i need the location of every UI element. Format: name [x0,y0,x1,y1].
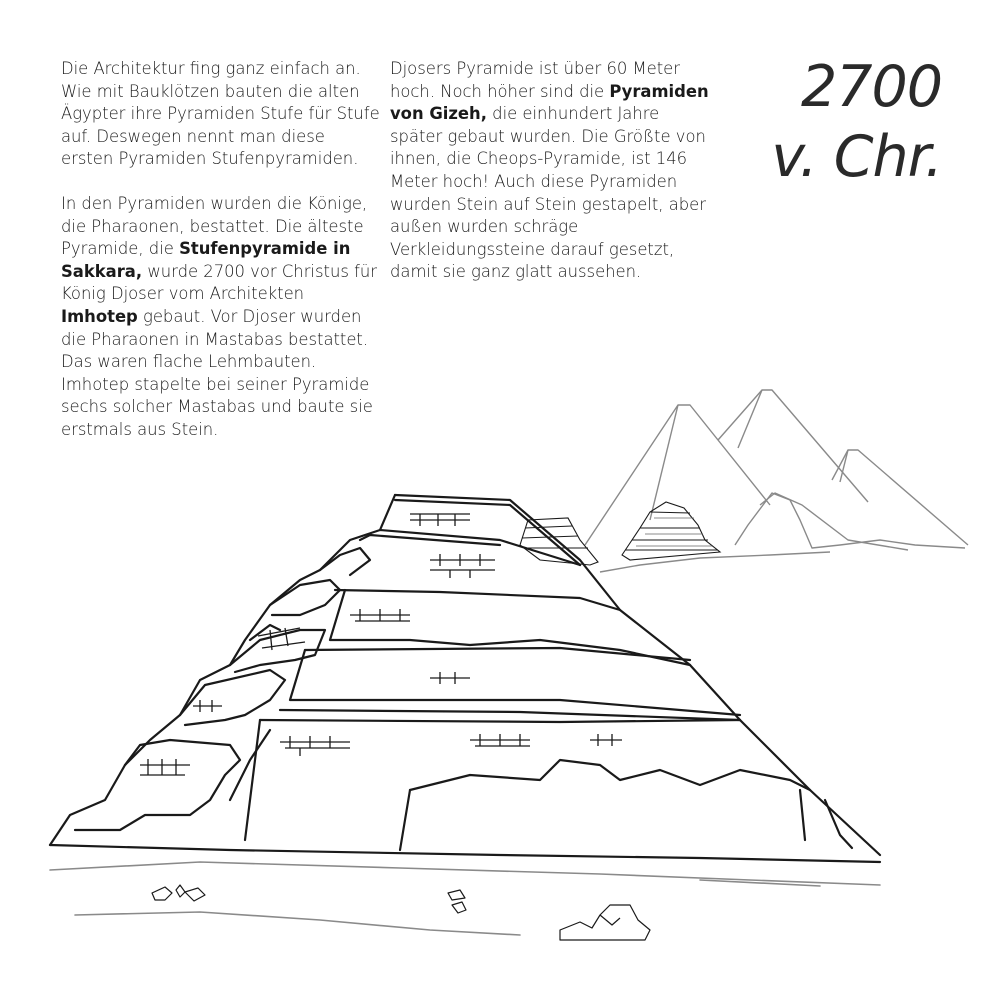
imhotep-bold-term: Imhotep [61,306,138,326]
gizeh-bold-term: Pyramiden von Gizeh, [390,81,709,124]
giza-pyramids-drawing [585,390,968,572]
brick-marks-drawing [140,514,622,775]
sakkara-text-c: wurde 2700 vor Christus für König Djoser vom Architekten [61,261,377,304]
sakkara-text-e: gebaut. Vor Djoser wurden die Pharaonen in Mastabas bestattet. Das waren flache Lehmbauten. Imhotep stapelte bei seiner Pyramide sechs solcher Mastabas und baute sie erstmals aus Stein. [61,306,373,439]
gizeh-text-a: Djosers Pyramide ist über 60 Meter hoch. Noch höher sind die [390,59,680,101]
date-era: v. Chr. [771,124,942,190]
gizeh-text-c: die einhundert Jahre später gebaut wurden. Die Größte von ihnen, die Cheops-Pyramide, ist 146 Meter hoch! Auch diese Pyramiden wurden Stein auf Stein gestapelt, aber außen wurden schräge Verkleidungssteine darauf gesetzt, damit sie ganz glatt aussehen. [390,104,706,282]
rocks-drawing [152,885,650,940]
sakkara-text-a: In den Pyramiden wurden die Könige, die Pharaonen, bestattet. Die älteste Pyramide, die [61,193,368,259]
intro-paragraph: Die Architektur fing ganz einfach an. Wie mit Bauklötzen bauten die alten Ägypter ihre Pyramiden Stufe für Stufe auf. Deswegen nennt man diese ersten Pyramiden Stufenpyramiden. [61,59,380,169]
date-year: 2700 [800,54,942,120]
sakkara-bold-term: Stufenpyramide in Sakkara, [61,239,351,281]
